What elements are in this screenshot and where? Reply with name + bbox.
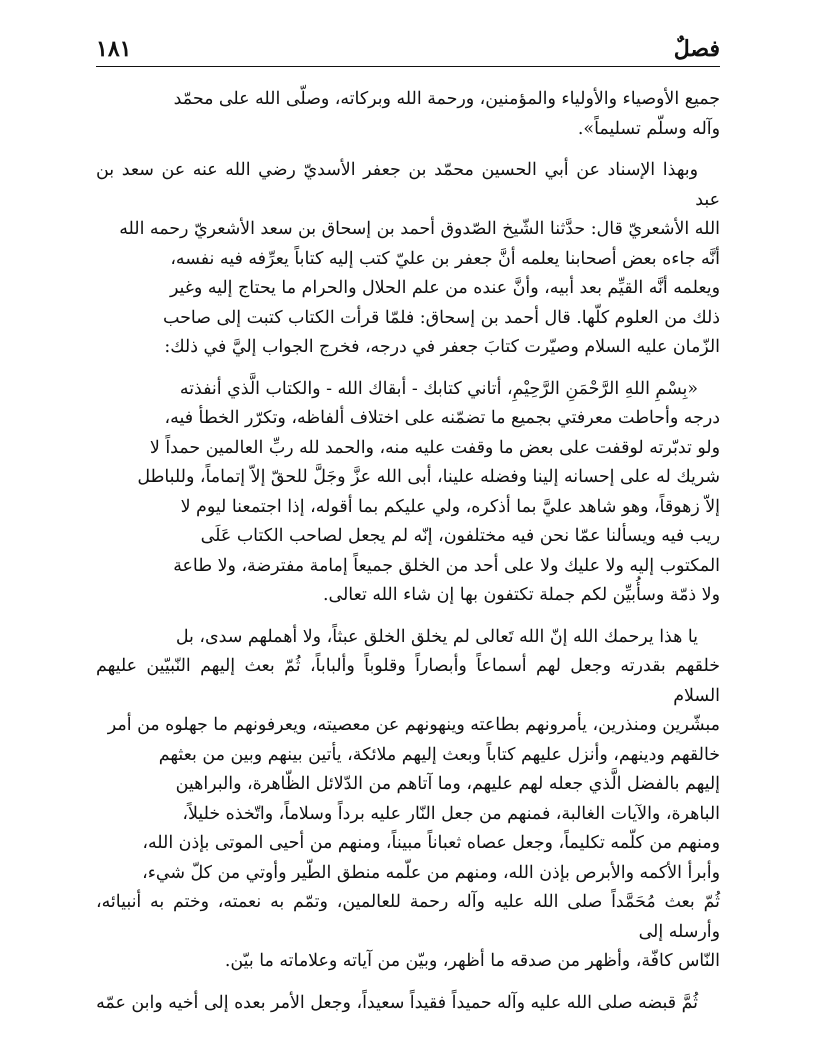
paragraph-isnad: وبهذا الإسناد عن أبي الحسين محمّد بن جعفر الأسديّ رضي الله عنه عن سعد بن عبد الله الأشعريّ قال: حدَّثنا الشّيخ الصّدوق أحمد بن إسحاق بن سعد الأشعريّ رحمه الله أنَّه جاءه بعض أصحابنا يعلمه أنَّ جعفر بن عليّ كتب إليه كتاباً يعرِّفه فيه نفسه، ويعلمه أنَّه القيِّم بعد أبيه، وأنَّ عنده من علم الحلال والحرام ما يحتاج إليه وغير ذلك من العلوم كلّها. قال أحمد بن إسحاق: فلمّا قرأت الكتاب كتبت إلى صاحب الزّمان عليه السلام وصيّرت كتابَ جعفر في درجه، فخرج الجواب إليَّ في ذلك: [96, 160, 720, 357]
paragraph-succession: ثُمَّ قبضه صلى الله عليه وآله حميداً فقيداً سعيداً، وجعل الأمر بعده إلى أخيه وابن عمّه [96, 992, 698, 1013]
paragraph-closing: جميع الأوصياء والأولياء والمؤمنين، ورحمة الله وبركاته، وصلّى الله على محمّد وآله وسلّم تسليماً». [173, 89, 720, 139]
paragraph-prophets: يا هذا يرحمك الله إنّ الله تَعالى لم يخلق الخلق عبثاً، ولا أهملهم سدى، بل خلقهم بقدرته وجعل لهم أسماعاً وأبصاراً وقلوباً وألباباً، ثُمّ بعث إليهم النّبيّين عليهم السلام مبشّرين ومنذرين، يأمرونهم بطاعته وينهونهم عن معصيته، ويعرفونهم ما جهلوه من أمر خالقهم ودينهم، وأنزل عليهم كتاباً وبعث إليهم ملائكة، يأتين بينهم وبين من بعثهم إليهم بالفضل الَّذي جعله لهم عليهم، وما آتاهم من الدّلائل الظّاهرة، والبراهين الباهرة، والآيات الغالبة، فمنهم من جعل النّار عليه برداً وسلاماً، واتّخذه خليلاً، ومنهم من كلّمه تكليماً، وجعل عصاه ثعباناً مبيناً، ومنهم من أحيى الموتى بإذن الله، وأبرأ الأكمه والأبرص بإذن الله، ومنهم من علّمه منطق الطّير وأوتي من كلّ شيء، ثُمّ بعث مُحَمَّداً صلى الله عليه وآله رحمة للعالمين، وتمّم به نعمته، وختم به أنبيائه، وأرسله إلى النّاس كافّة، وأظهر من صدقه ما أظهر، وبيّن من آياته وعلاماته ما بيّن. [96, 626, 720, 971]
paragraph-letter-opening: «بِسْمِ اللهِ الرَّحْمَنِ الرَّحِيْمِ، أتاني كتابك - أبقاك الله - والكتاب الَّذي أنفذته درجه وأحاطت معرفتي بجميع ما تضمّنه على اختلاف ألفاظه، وتكرّر الخطأ فيه، ولو تدبّرته لوقفت على بعض ما وقفت عليه منه، والحمد لله ربِّ العالمين حمداً لا شريك له على إحسانه إلينا وفضله علينا، أبى الله عزَّ وجَلَّ للحقّ إلاّ إتماماً، وللباطل إلاّ زهوقاً، وهو شاهد عليَّ بما أذكره، ولي عليكم بما أقوله، إذا اجتمعنا ليوم لا ريب فيه ويسألنا عمّا نحن فيه مختلفون، إنّه لم يجعل لصاحب الكتاب عَلَى المكتوب إليه ولا عليك ولا على أحد من الخلق جميعاً إمامة مفترضة، ولا طاعة ولا ذمّة وسأُبيِّن لكم جملة تكتفون بها إن شاء الله تعالى. [137, 378, 720, 605]
book-page [96, 30, 720, 1040]
chapter-title: فصلٌ [673, 36, 720, 62]
running-header [96, 30, 720, 67]
body-text [96, 85, 720, 1018]
page-number: ١٨١ [96, 36, 132, 62]
